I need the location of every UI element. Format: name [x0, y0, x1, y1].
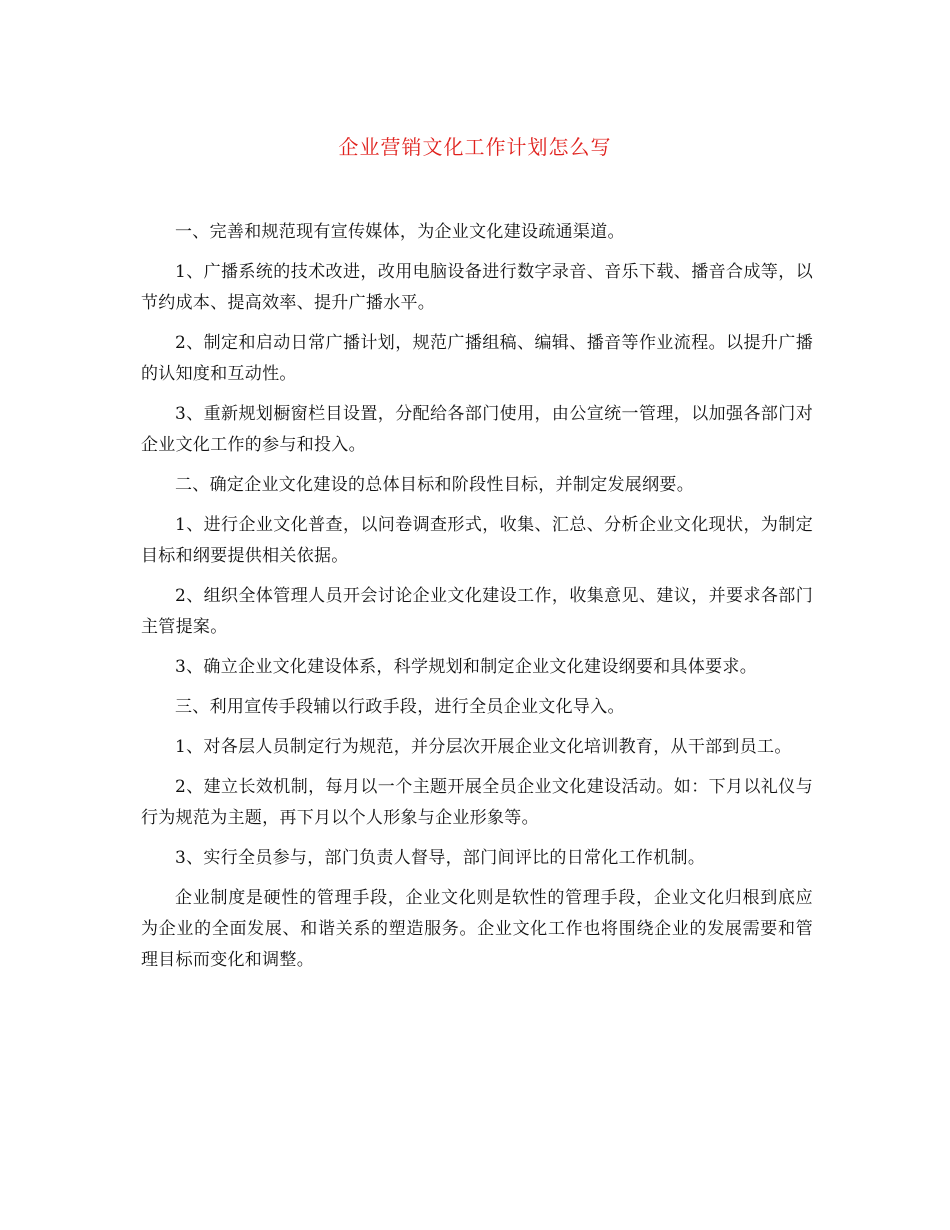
paragraph-1-2: 2、制定和启动日常广播计划，规范广播组稿、编辑、播音等作业流程。以提升广播的认知度和互动性。 [141, 333, 813, 384]
paragraph-3-3: 3、实行全员参与，部门负责人督导，部门间评比的日常化工作机制。 [175, 848, 706, 868]
paragraph-section-2-heading: 二、确定企业文化建设的总体目标和阶段性目标，并制定发展纲要。 [175, 475, 694, 495]
paragraph-1-3: 3、重新规划橱窗栏目设置，分配给各部门使用，由公宣统一管理，以加强各部门对企业文化工作的参与和投入。 [141, 404, 813, 455]
paragraph-1-1: 1、广播系统的技术改进，改用电脑设备进行数字录音、音乐下载、播音合成等，以节约成本、提高效率、提升广播水平。 [141, 262, 813, 313]
paragraph-section-3-heading: 三、利用宣传手段辅以行政手段，进行全员企业文化导入。 [175, 697, 625, 717]
paragraph-2-3: 3、确立企业文化建设体系，科学规划和制定企业文化建设纲要和具体要求。 [175, 657, 758, 677]
paragraph-2-1: 1、进行企业文化普查，以问卷调查形式，收集、汇总、分析企业文化现状，为制定目标和纲要提供相关依据。 [141, 515, 813, 566]
document-title: 企业营销文化工作计划怎么写 [338, 135, 612, 159]
paragraph-conclusion: 企业制度是硬性的管理手段，企业文化则是软性的管理手段，企业文化归根到底应为企业的全面发展、和谐关系的塑造服务。企业文化工作也将围绕企业的发展需要和管理目标而变化和调整。 [141, 888, 813, 970]
paragraph-3-2: 2、建立长效机制，每月以一个主题开展全员企业文化建设活动。如：下月以礼仪与行为规范为主题，再下月以个人形象与企业形象等。 [141, 777, 813, 828]
paragraph-section-1-heading: 一、完善和规范现有宣传媒体，为企业文化建设疏通渠道。 [175, 222, 625, 242]
document-body [141, 217, 813, 985]
paragraph-2-2: 2、组织全体管理人员开会讨论企业文化建设工作，收集意见、建议，并要求各部门主管提案。 [141, 586, 813, 637]
paragraph-3-1: 1、对各层人员制定行为规范，并分层次开展企业文化培训教育，从干部到员工。 [175, 737, 792, 757]
